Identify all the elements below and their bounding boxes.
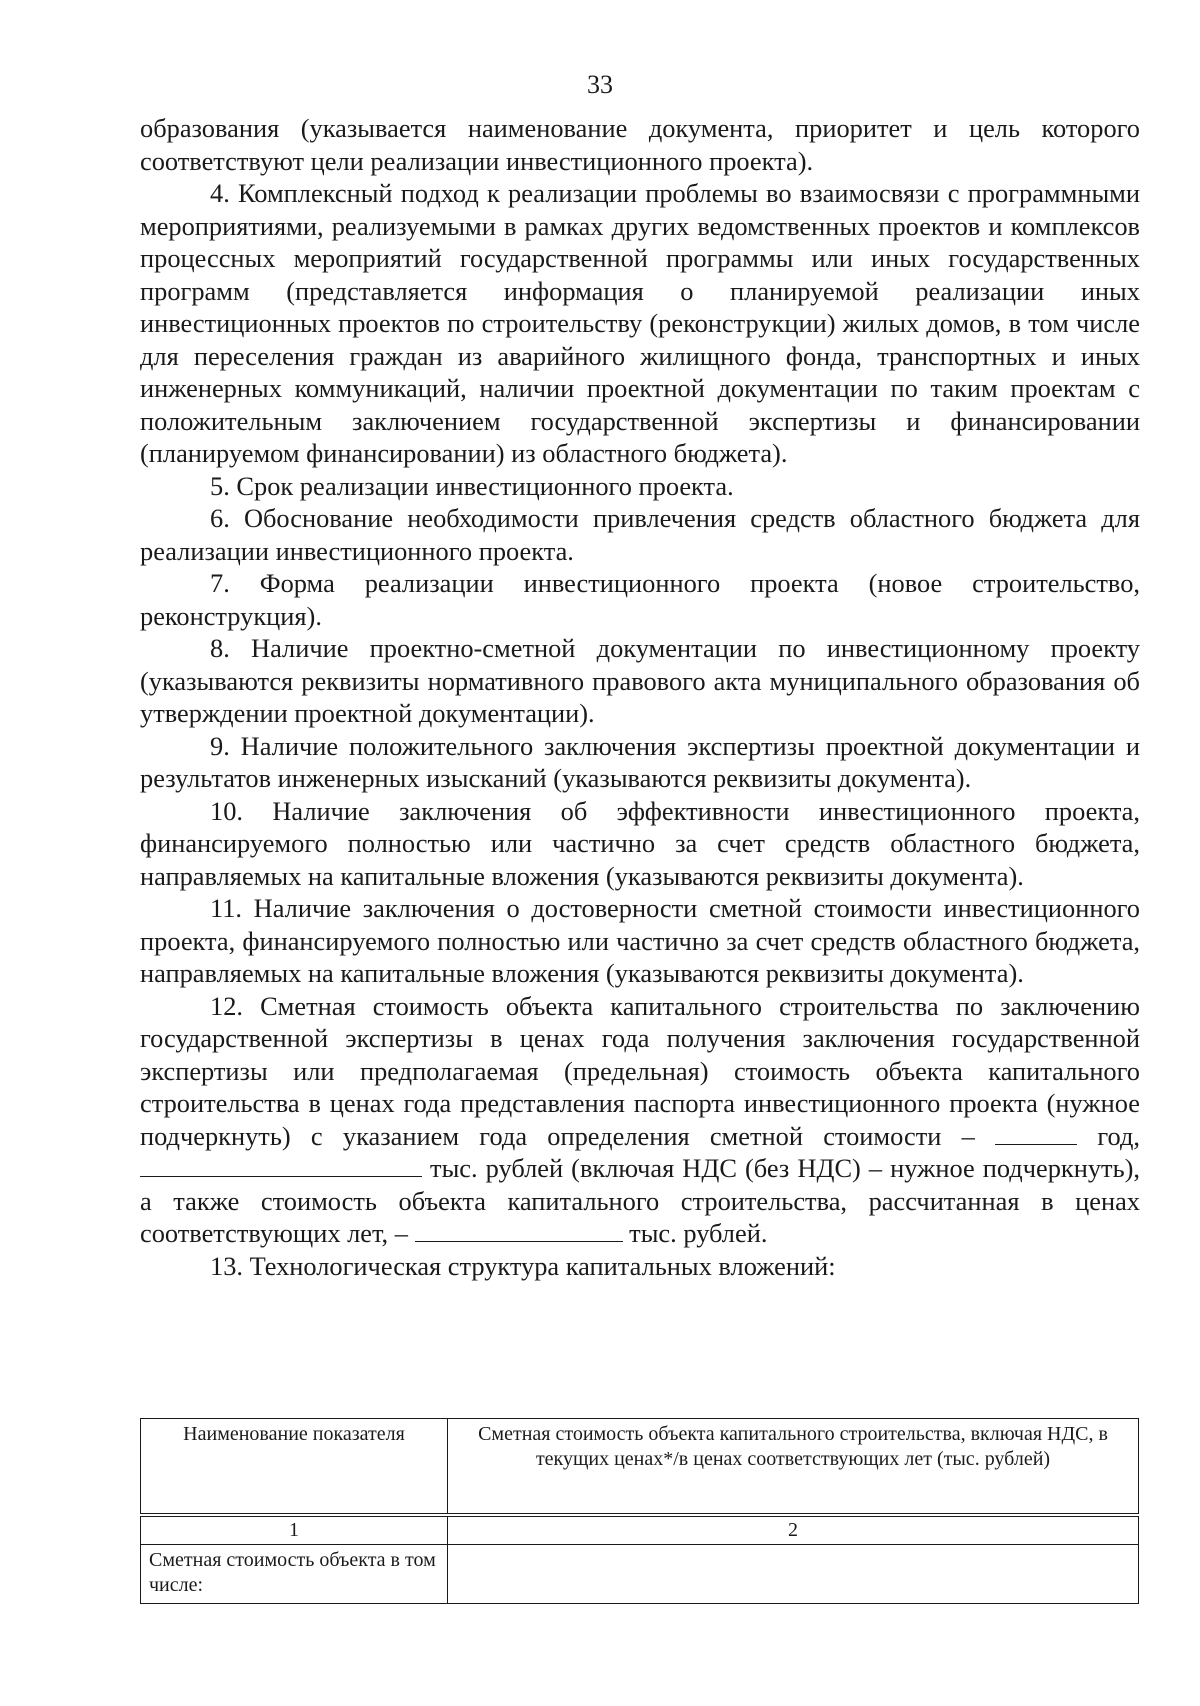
cost-by-years-blank-line bbox=[415, 1221, 623, 1242]
page-number: 33 bbox=[587, 70, 613, 99]
paragraph-12-part-a: 12. Сметная стоимость объекта капитального строительства по заключению государственной экспертизы в ценах года получения заключения государственной экспертизы или предполагаемая (предельная) стоимость объекта капитального строительства в ценах года представления паспорта инвестиционного проекта (нужное подчеркнуть) с указанием года определения сметной стоимости – bbox=[140, 990, 1140, 1151]
paragraph-11: 11. Наличие заключения о достоверности сметной стоимости инвестиционного проекта, финансируемого полностью или частично за счет средств областного бюджета, направляемых на капитальные вложения (указываются реквизиты документа). bbox=[140, 893, 1140, 988]
table-header-cell: Сметная стоимость объекта капитального строительства, включая НДС, в текущих ценах*/в ценах соответствующих лет (тыс. рублей) bbox=[448, 1419, 1139, 1516]
document-body bbox=[140, 112, 1140, 1282]
paragraph-4: 4. Комплексный подход к реализации проблемы во взаимосвязи с программными мероприятиями, реализуемыми в рамках других ведомственных проектов и комплексов процессных мероприятий государственной программы или иных государственных программ (представляется информация о планируемой реализации иных инвестиционных проектов по строительству (реконструкции) жилых домов, в том числе для переселения граждан из аварийного жилищного фонда, транспортных и иных инженерных коммуникаций, наличии проектной документации по таким проектам с положительным заключением государственной экспертизы и финансировании (планируемом финансировании) из областного бюджета). bbox=[140, 178, 1140, 468]
paragraph-12-part-c: тыс. рублей (включая НДС (без НДС) – нужное подчеркнуть), а также стоимость объекта капитального строительства, рассчитанная в ценах соответствующих лет, – bbox=[140, 1153, 1140, 1248]
table-header-row bbox=[141, 1419, 1139, 1516]
table-cell bbox=[448, 1545, 1139, 1604]
paragraph-9: 9. Наличие положительного заключения экспертизы проектной документации и результатов инженерных изысканий (указываются реквизиты документа). bbox=[140, 730, 1140, 793]
paragraph-5: 5. Срок реализации инвестиционного проекта. bbox=[210, 470, 734, 501]
paragraph-12 bbox=[140, 990, 1140, 1250]
table-row bbox=[141, 1545, 1139, 1604]
capital-investment-structure-table bbox=[140, 1418, 1139, 1604]
paragraph-7: 7. Форма реализации инвестиционного проекта (новое строительство, реконструкция). bbox=[140, 568, 1140, 631]
table-cell: Сметная стоимость объекта в том числе: bbox=[141, 1545, 448, 1604]
paragraph-8: 8. Наличие проектно-сметной документации по инвестиционному проекту (указываются реквизиты нормативного правового акта муниципального образования об утверждении проектной документации). bbox=[140, 633, 1140, 728]
paragraph-12-part-b: год, bbox=[1097, 1120, 1140, 1151]
table-column-number-row bbox=[141, 1515, 1139, 1545]
paragraph-13: 13. Технологическая структура капитальных вложений: bbox=[210, 1250, 836, 1281]
year-blank-line bbox=[995, 1124, 1077, 1145]
cost-blank-line bbox=[140, 1156, 422, 1177]
table-column-number-cell: 1 bbox=[141, 1515, 448, 1545]
paragraph-continuation: образования (указывается наименование документа, приоритет и цель которого соответствуют цели реализации инвестиционного проекта). bbox=[140, 113, 1140, 176]
paragraph-12-part-d: тыс. рублей. bbox=[629, 1218, 768, 1248]
table-column-number-cell: 2 bbox=[448, 1515, 1139, 1545]
paragraph-6: 6. Обоснование необходимости привлечения средств областного бюджета для реализации инвестиционного проекта. bbox=[140, 503, 1140, 566]
paragraph-10: 10. Наличие заключения об эффективности инвестиционного проекта, финансируемого полностью или частично за счет средств областного бюджета, направляемых на капитальные вложения (указываются реквизиты документа). bbox=[140, 795, 1140, 891]
table-header-cell: Наименование показателя bbox=[141, 1419, 448, 1516]
